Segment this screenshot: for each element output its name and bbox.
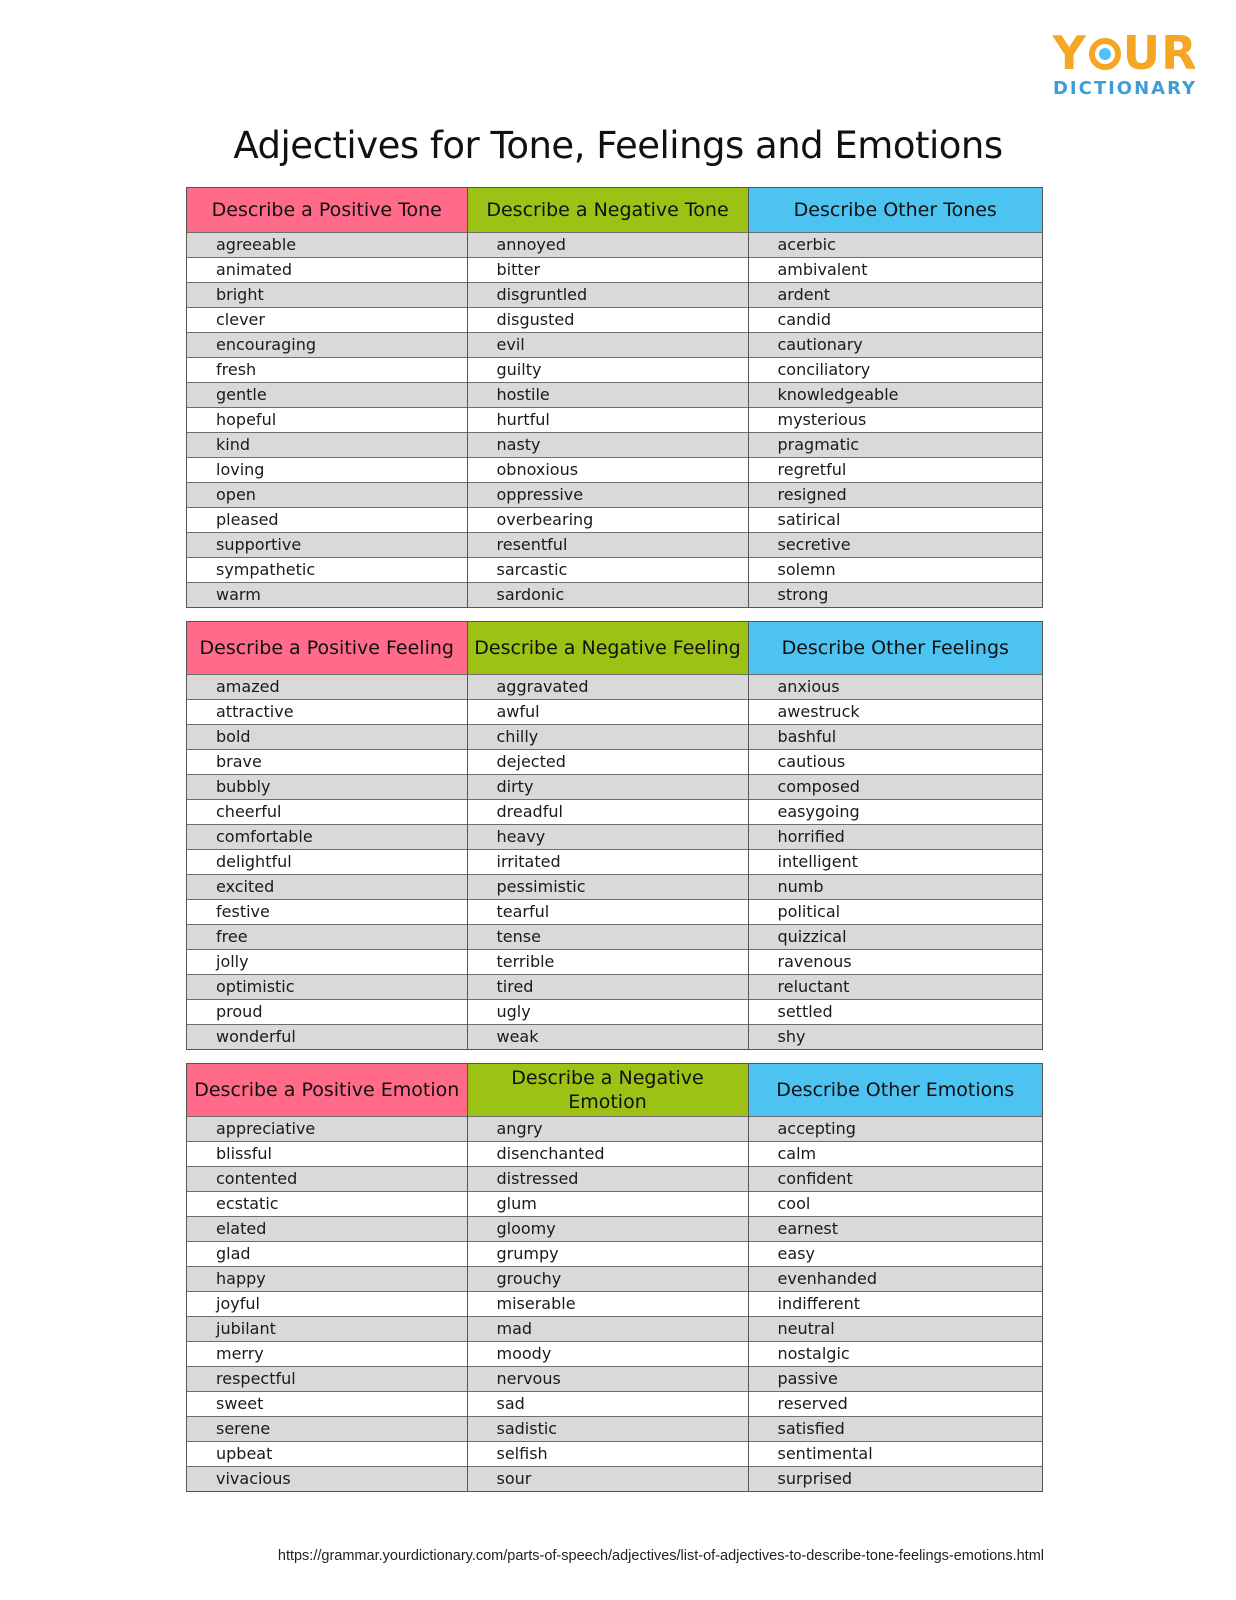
cell-other: numb bbox=[748, 874, 1042, 899]
cell-other: resigned bbox=[748, 482, 1042, 507]
table-row bbox=[187, 582, 1042, 607]
table-row bbox=[187, 382, 1042, 407]
cell-other: strong bbox=[748, 582, 1042, 607]
cell-other: political bbox=[748, 899, 1042, 924]
cell-positive: gentle bbox=[187, 382, 467, 407]
header-positive: Describe a Positive Feeling bbox=[187, 622, 467, 674]
cell-other: accepting bbox=[748, 1116, 1042, 1141]
cell-negative: bitter bbox=[467, 257, 748, 282]
cell-negative: overbearing bbox=[467, 507, 748, 532]
cell-negative: heavy bbox=[467, 824, 748, 849]
cell-negative: dreadful bbox=[467, 799, 748, 824]
cell-other: reserved bbox=[748, 1391, 1042, 1416]
table-row bbox=[187, 1166, 1042, 1191]
table-row bbox=[187, 432, 1042, 457]
table-row bbox=[187, 799, 1042, 824]
cell-positive: cheerful bbox=[187, 799, 467, 824]
cell-negative: disenchanted bbox=[467, 1141, 748, 1166]
cell-other: conciliatory bbox=[748, 357, 1042, 382]
table-row bbox=[187, 674, 1042, 699]
cell-other: surprised bbox=[748, 1466, 1042, 1491]
cell-other: indifferent bbox=[748, 1291, 1042, 1316]
cell-negative: mad bbox=[467, 1316, 748, 1341]
cell-positive: respectful bbox=[187, 1366, 467, 1391]
table-row bbox=[187, 1116, 1042, 1141]
source-url[interactable]: https://grammar.yourdictionary.com/parts-of-speech/adjectives/list-of-adjectives-to-describe-tone-feelings-emotions.html bbox=[277, 1548, 1044, 1564]
table-row bbox=[187, 1191, 1042, 1216]
cell-positive: comfortable bbox=[187, 824, 467, 849]
cell-positive: free bbox=[187, 924, 467, 949]
emotions-table bbox=[186, 1063, 1043, 1492]
cell-positive: appreciative bbox=[187, 1116, 467, 1141]
table-row bbox=[187, 332, 1042, 357]
cell-negative: ugly bbox=[467, 999, 748, 1024]
cell-other: pragmatic bbox=[748, 432, 1042, 457]
table-row bbox=[187, 1466, 1042, 1491]
cell-positive: serene bbox=[187, 1416, 467, 1441]
table-row bbox=[187, 974, 1042, 999]
cell-other: easygoing bbox=[748, 799, 1042, 824]
cell-negative: grumpy bbox=[467, 1241, 748, 1266]
cell-positive: wonderful bbox=[187, 1024, 467, 1049]
table-row bbox=[187, 407, 1042, 432]
cell-other: easy bbox=[748, 1241, 1042, 1266]
header-negative: Describe a Negative Emotion bbox=[467, 1064, 748, 1116]
table-row bbox=[187, 849, 1042, 874]
word-table bbox=[187, 622, 1042, 1049]
header-row bbox=[187, 622, 1042, 674]
cell-other: cautious bbox=[748, 749, 1042, 774]
cell-negative: dirty bbox=[467, 774, 748, 799]
cell-other: ambivalent bbox=[748, 257, 1042, 282]
yourdictionary-logo bbox=[1050, 26, 1200, 100]
table-row bbox=[187, 899, 1042, 924]
logo-wordmark-top: Y UR bbox=[1052, 26, 1198, 80]
cell-positive: fresh bbox=[187, 357, 467, 382]
cell-negative: hostile bbox=[467, 382, 748, 407]
table-row bbox=[187, 1391, 1042, 1416]
cell-other: ravenous bbox=[748, 949, 1042, 974]
table-row bbox=[187, 232, 1042, 257]
table-row bbox=[187, 1441, 1042, 1466]
table-row bbox=[187, 1366, 1042, 1391]
cell-positive: ecstatic bbox=[187, 1191, 467, 1216]
cell-positive: jubilant bbox=[187, 1316, 467, 1341]
cell-positive: delightful bbox=[187, 849, 467, 874]
cell-negative: weak bbox=[467, 1024, 748, 1049]
cell-negative: chilly bbox=[467, 724, 748, 749]
cell-negative: tense bbox=[467, 924, 748, 949]
table-row bbox=[187, 557, 1042, 582]
cell-other: confident bbox=[748, 1166, 1042, 1191]
cell-other: calm bbox=[748, 1141, 1042, 1166]
table-row bbox=[187, 1141, 1042, 1166]
cell-negative: selfish bbox=[467, 1441, 748, 1466]
table-row bbox=[187, 824, 1042, 849]
cell-negative: dejected bbox=[467, 749, 748, 774]
cell-positive: open bbox=[187, 482, 467, 507]
cell-other: anxious bbox=[748, 674, 1042, 699]
cell-negative: annoyed bbox=[467, 232, 748, 257]
cell-other: bashful bbox=[748, 724, 1042, 749]
cell-negative: sardonic bbox=[467, 582, 748, 607]
cell-negative: nasty bbox=[467, 432, 748, 457]
cell-negative: terrible bbox=[467, 949, 748, 974]
cell-positive: happy bbox=[187, 1266, 467, 1291]
cell-other: ardent bbox=[748, 282, 1042, 307]
cell-positive: optimistic bbox=[187, 974, 467, 999]
cell-positive: supportive bbox=[187, 532, 467, 557]
magnifier-icon bbox=[1089, 38, 1121, 70]
cell-positive: upbeat bbox=[187, 1441, 467, 1466]
cell-positive: jolly bbox=[187, 949, 467, 974]
cell-other: intelligent bbox=[748, 849, 1042, 874]
cell-positive: amazed bbox=[187, 674, 467, 699]
cell-other: reluctant bbox=[748, 974, 1042, 999]
cell-positive: pleased bbox=[187, 507, 467, 532]
cell-negative: tired bbox=[467, 974, 748, 999]
table-row bbox=[187, 999, 1042, 1024]
cell-other: quizzical bbox=[748, 924, 1042, 949]
cell-positive: vivacious bbox=[187, 1466, 467, 1491]
page-title: Adjectives for Tone, Feelings and Emotions bbox=[233, 124, 1003, 167]
table-row bbox=[187, 282, 1042, 307]
table-row bbox=[187, 724, 1042, 749]
cell-negative: irritated bbox=[467, 849, 748, 874]
table-row bbox=[187, 924, 1042, 949]
cell-other: earnest bbox=[748, 1216, 1042, 1241]
table-row bbox=[187, 1266, 1042, 1291]
header-other: Describe Other Emotions bbox=[748, 1064, 1042, 1116]
header-positive: Describe a Positive Emotion bbox=[187, 1064, 467, 1116]
cell-negative: sour bbox=[467, 1466, 748, 1491]
cell-negative: disgusted bbox=[467, 307, 748, 332]
table-row bbox=[187, 874, 1042, 899]
table-row bbox=[187, 749, 1042, 774]
cell-other: candid bbox=[748, 307, 1042, 332]
word-table bbox=[187, 188, 1042, 607]
cell-positive: animated bbox=[187, 257, 467, 282]
cell-positive: hopeful bbox=[187, 407, 467, 432]
cell-other: composed bbox=[748, 774, 1042, 799]
cell-negative: evil bbox=[467, 332, 748, 357]
cell-positive: proud bbox=[187, 999, 467, 1024]
table-row bbox=[187, 357, 1042, 382]
cell-other: horrified bbox=[748, 824, 1042, 849]
cell-positive: attractive bbox=[187, 699, 467, 724]
cell-positive: bold bbox=[187, 724, 467, 749]
cell-other: sentimental bbox=[748, 1441, 1042, 1466]
header-negative: Describe a Negative Tone bbox=[467, 188, 748, 232]
header-row bbox=[187, 188, 1042, 232]
cell-negative: sadistic bbox=[467, 1416, 748, 1441]
header-positive: Describe a Positive Tone bbox=[187, 188, 467, 232]
table-row bbox=[187, 1216, 1042, 1241]
table-row bbox=[187, 1416, 1042, 1441]
cell-other: cool bbox=[748, 1191, 1042, 1216]
cell-positive: merry bbox=[187, 1341, 467, 1366]
cell-negative: glum bbox=[467, 1191, 748, 1216]
cell-other: nostalgic bbox=[748, 1341, 1042, 1366]
cell-positive: glad bbox=[187, 1241, 467, 1266]
cell-other: settled bbox=[748, 999, 1042, 1024]
cell-negative: guilty bbox=[467, 357, 748, 382]
cell-negative: aggravated bbox=[467, 674, 748, 699]
cell-negative: obnoxious bbox=[467, 457, 748, 482]
cell-positive: clever bbox=[187, 307, 467, 332]
cell-other: secretive bbox=[748, 532, 1042, 557]
cell-positive: encouraging bbox=[187, 332, 467, 357]
header-negative: Describe a Negative Feeling bbox=[467, 622, 748, 674]
cell-positive: sympathetic bbox=[187, 557, 467, 582]
cell-negative: sad bbox=[467, 1391, 748, 1416]
cell-positive: joyful bbox=[187, 1291, 467, 1316]
table-row bbox=[187, 307, 1042, 332]
cell-other: mysterious bbox=[748, 407, 1042, 432]
cell-positive: blissful bbox=[187, 1141, 467, 1166]
cell-negative: distressed bbox=[467, 1166, 748, 1191]
cell-positive: sweet bbox=[187, 1391, 467, 1416]
table-row bbox=[187, 1024, 1042, 1049]
table-row bbox=[187, 507, 1042, 532]
cell-other: shy bbox=[748, 1024, 1042, 1049]
feelings-table bbox=[186, 621, 1043, 1050]
table-row bbox=[187, 457, 1042, 482]
cell-positive: warm bbox=[187, 582, 467, 607]
cell-negative: tearful bbox=[467, 899, 748, 924]
cell-positive: agreeable bbox=[187, 232, 467, 257]
cell-other: passive bbox=[748, 1366, 1042, 1391]
cell-negative: sarcastic bbox=[467, 557, 748, 582]
cell-negative: oppressive bbox=[467, 482, 748, 507]
table-row bbox=[187, 1291, 1042, 1316]
cell-positive: excited bbox=[187, 874, 467, 899]
cell-other: evenhanded bbox=[748, 1266, 1042, 1291]
tone-table bbox=[186, 187, 1043, 608]
table-row bbox=[187, 1341, 1042, 1366]
table-row bbox=[187, 949, 1042, 974]
word-table bbox=[187, 1064, 1042, 1491]
cell-negative: disgruntled bbox=[467, 282, 748, 307]
cell-negative: awful bbox=[467, 699, 748, 724]
cell-negative: miserable bbox=[467, 1291, 748, 1316]
table-row bbox=[187, 774, 1042, 799]
table-row bbox=[187, 699, 1042, 724]
table-row bbox=[187, 1241, 1042, 1266]
cell-negative: angry bbox=[467, 1116, 748, 1141]
cell-negative: grouchy bbox=[467, 1266, 748, 1291]
header-row bbox=[187, 1064, 1042, 1116]
logo-wordmark-bottom: DICTIONARY bbox=[1052, 78, 1198, 99]
cell-negative: nervous bbox=[467, 1366, 748, 1391]
table-row bbox=[187, 257, 1042, 282]
cell-negative: resentful bbox=[467, 532, 748, 557]
cell-positive: kind bbox=[187, 432, 467, 457]
cell-negative: moody bbox=[467, 1341, 748, 1366]
cell-positive: festive bbox=[187, 899, 467, 924]
cell-positive: contented bbox=[187, 1166, 467, 1191]
cell-positive: bright bbox=[187, 282, 467, 307]
cell-positive: bubbly bbox=[187, 774, 467, 799]
cell-negative: gloomy bbox=[467, 1216, 748, 1241]
cell-other: acerbic bbox=[748, 232, 1042, 257]
cell-other: regretful bbox=[748, 457, 1042, 482]
cell-other: cautionary bbox=[748, 332, 1042, 357]
cell-negative: pessimistic bbox=[467, 874, 748, 899]
cell-other: satisfied bbox=[748, 1416, 1042, 1441]
header-other: Describe Other Feelings bbox=[748, 622, 1042, 674]
cell-other: solemn bbox=[748, 557, 1042, 582]
table-row bbox=[187, 482, 1042, 507]
header-other: Describe Other Tones bbox=[748, 188, 1042, 232]
cell-other: satirical bbox=[748, 507, 1042, 532]
cell-other: awestruck bbox=[748, 699, 1042, 724]
cell-positive: elated bbox=[187, 1216, 467, 1241]
cell-negative: hurtful bbox=[467, 407, 748, 432]
cell-positive: loving bbox=[187, 457, 467, 482]
cell-positive: brave bbox=[187, 749, 467, 774]
cell-other: neutral bbox=[748, 1316, 1042, 1341]
table-row bbox=[187, 1316, 1042, 1341]
table-row bbox=[187, 532, 1042, 557]
cell-other: knowledgeable bbox=[748, 382, 1042, 407]
